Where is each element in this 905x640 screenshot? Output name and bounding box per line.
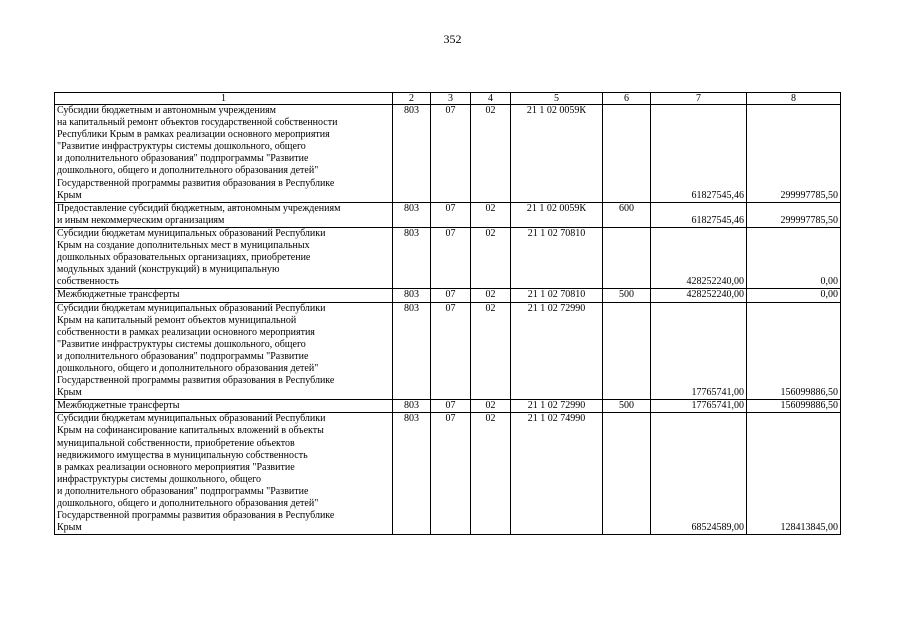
amount-col8: 299997785,50 — [747, 202, 841, 227]
target-article: 21 1 02 70810 — [511, 289, 603, 302]
header-cell: 1 — [55, 93, 393, 105]
expense-type — [603, 105, 651, 203]
amount-col7: 17765741,00 — [651, 302, 747, 400]
ministry-code: 803 — [393, 302, 431, 400]
subsection-code: 02 — [471, 289, 511, 302]
amount-col8: 0,00 — [747, 289, 841, 302]
section-code: 07 — [431, 302, 471, 400]
table-row — [55, 302, 841, 400]
amount-col7: 428252240,00 — [651, 289, 747, 302]
section-code: 07 — [431, 105, 471, 203]
page-number: 352 — [443, 32, 462, 46]
row-description: Субсидии бюджетам муниципальных образований Республики Крым на создание дополнительных мест в муниципальных дошкольных образовательных организациях, приобретение модульных зданий (конструкций) в муниципальную собственность — [55, 227, 393, 288]
expense-type: 500 — [603, 400, 651, 413]
subsection-code: 02 — [471, 227, 511, 288]
amount-col8: 128413845,00 — [747, 413, 841, 535]
row-description: Субсидии бюджетам муниципальных образований Республики Крым на софинансирование капитальных вложений в объекты муниципальной собственности, приобретение объектов недвижимого имущества в муниципальную собственность в рамках реализации основного мероприятия "Развитие инфраструктуры системы дошкольного, общего и дополнительного образования" подпрограммы "Развитие дошкольного, общего и дополнительного образования детей" Государственной программы развития образования в Республике Крым — [55, 413, 393, 535]
amount-col7: 61827545,46 — [651, 202, 747, 227]
section-code: 07 — [431, 227, 471, 288]
expense-type: 500 — [603, 289, 651, 302]
subsection-code: 02 — [471, 400, 511, 413]
amount-col8: 0,00 — [747, 227, 841, 288]
row-description: Субсидии бюджетам муниципальных образований Республики Крым на капитальный ремонт объектов муниципальной собственности в рамках реализации основного мероприятия "Развитие инфраструктуры системы дошкольного, общего и дополнительного образования" подпрограммы "Развитие дошкольного, общего и дополнительного образования детей" Государственной программы развития образования в Республике Крым — [55, 302, 393, 400]
table-row — [55, 105, 841, 203]
header-cell: 2 — [393, 93, 431, 105]
table-row — [55, 227, 841, 288]
section-code: 07 — [431, 413, 471, 535]
expense-type — [603, 413, 651, 535]
ministry-code: 803 — [393, 202, 431, 227]
header-cell: 5 — [511, 93, 603, 105]
ministry-code: 803 — [393, 105, 431, 203]
amount-col8: 299997785,50 — [747, 105, 841, 203]
amount-col7: 17765741,00 — [651, 400, 747, 413]
amount-col8: 156099886,50 — [747, 302, 841, 400]
section-code: 07 — [431, 289, 471, 302]
subsection-code: 02 — [471, 413, 511, 535]
ministry-code: 803 — [393, 400, 431, 413]
amount-col7: 68524589,00 — [651, 413, 747, 535]
header-cell: 7 — [651, 93, 747, 105]
budget-table — [54, 92, 841, 535]
amount-col8: 156099886,50 — [747, 400, 841, 413]
expense-type — [603, 302, 651, 400]
subsection-code: 02 — [471, 302, 511, 400]
ministry-code: 803 — [393, 413, 431, 535]
row-description: Предоставление субсидий бюджетным, автономным учреждениям и иным некоммерческим организациям — [55, 202, 393, 227]
section-code: 07 — [431, 400, 471, 413]
expense-type — [603, 227, 651, 288]
ministry-code: 803 — [393, 289, 431, 302]
expense-type: 600 — [603, 202, 651, 227]
target-article: 21 1 02 70810 — [511, 227, 603, 288]
amount-col7: 61827545,46 — [651, 105, 747, 203]
target-article: 21 1 02 74990 — [511, 413, 603, 535]
table-row — [55, 413, 841, 535]
header-cell: 4 — [471, 93, 511, 105]
row-description: Субсидии бюджетным и автономным учреждениям на капитальный ремонт объектов государственной собственности Республики Крым в рамках реализации основного мероприятия "Развитие инфраструктуры системы дошкольного, общего и дополнительного образования" подпрограммы "Развитие дошкольного, общего и дополнительного образования детей" Государственной программы развития образования в Республике Крым — [55, 105, 393, 203]
row-description: Межбюджетные трансферты — [55, 400, 393, 413]
header-row — [55, 93, 841, 105]
table-row — [55, 400, 841, 413]
amount-col7: 428252240,00 — [651, 227, 747, 288]
subsection-code: 02 — [471, 202, 511, 227]
table-row — [55, 202, 841, 227]
target-article: 21 1 02 0059К — [511, 105, 603, 203]
row-description: Межбюджетные трансферты — [55, 289, 393, 302]
header-cell: 3 — [431, 93, 471, 105]
target-article: 21 1 02 72990 — [511, 400, 603, 413]
header-cell: 8 — [747, 93, 841, 105]
table-row — [55, 289, 841, 302]
header-cell: 6 — [603, 93, 651, 105]
ministry-code: 803 — [393, 227, 431, 288]
subsection-code: 02 — [471, 105, 511, 203]
section-code: 07 — [431, 202, 471, 227]
target-article: 21 1 02 0059К — [511, 202, 603, 227]
target-article: 21 1 02 72990 — [511, 302, 603, 400]
